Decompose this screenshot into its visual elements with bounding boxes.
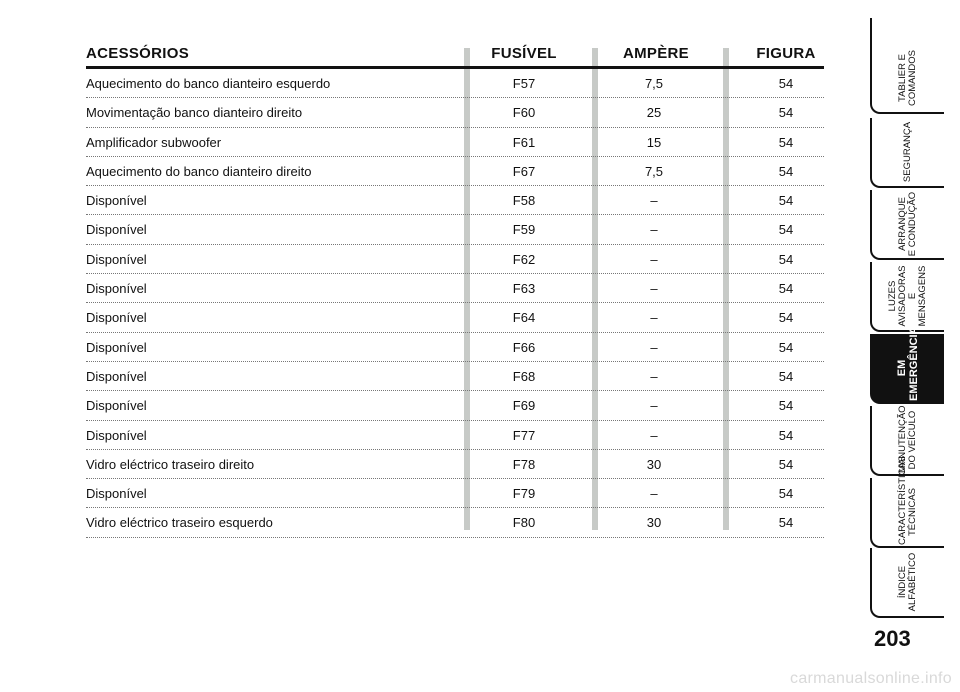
header-fuse: FUSÍVEL [491, 45, 557, 62]
cell-accessory: Disponível [86, 398, 147, 414]
cell-figure: 54 [778, 310, 794, 326]
chapter-tab[interactable] [870, 548, 944, 618]
cell-ampere: 25 [646, 105, 662, 121]
table-row [86, 157, 824, 186]
chapter-tab-label: SEGURANÇA [902, 121, 913, 183]
cell-figure: 54 [778, 281, 794, 297]
cell-fuse: F69 [512, 398, 536, 414]
table-body [86, 69, 824, 538]
chapter-tab-label: EM EMERGÊNCIA [896, 326, 920, 401]
table-row [86, 215, 824, 244]
chapter-tab[interactable] [870, 118, 944, 188]
table-row [86, 69, 824, 98]
table-row [86, 391, 824, 420]
cell-ampere: 15 [646, 134, 662, 150]
table-row [86, 128, 824, 157]
cell-fuse: F68 [512, 368, 536, 384]
cell-ampere: – [650, 281, 658, 297]
cell-fuse: F67 [512, 163, 536, 179]
chapter-tab-label: TABLIER E COMANDOS [897, 50, 918, 106]
cell-fuse: F57 [512, 76, 536, 91]
table-row [86, 479, 824, 508]
table-row [86, 98, 824, 127]
cell-fuse: F61 [512, 134, 536, 150]
cell-figure: 54 [778, 163, 794, 179]
cell-ampere: – [650, 368, 658, 384]
cell-accessory: Aquecimento do banco dianteiro esquerdo [86, 76, 331, 91]
cell-figure: 54 [778, 134, 794, 150]
table-row [86, 274, 824, 303]
cell-accessory: Movimentação banco dianteiro direito [86, 105, 303, 121]
cell-figure: 54 [778, 427, 794, 443]
cell-figure: 54 [778, 105, 794, 121]
cell-figure: 54 [778, 76, 794, 91]
cell-accessory: Vidro eléctrico traseiro direito [86, 456, 255, 472]
header-accessories: ACESSÓRIOS [86, 45, 190, 62]
table-row [86, 450, 824, 479]
cell-fuse: F60 [512, 105, 536, 121]
table-row [86, 186, 824, 215]
page-number: 203 [874, 626, 911, 651]
cell-ampere: – [650, 251, 658, 267]
cell-ampere: 7,5 [644, 76, 664, 91]
cell-ampere: 7,5 [644, 163, 664, 179]
cell-ampere: – [650, 339, 658, 355]
table-header [86, 40, 824, 69]
cell-figure: 54 [778, 486, 794, 502]
cell-accessory: Disponível [86, 368, 147, 384]
chapter-tab[interactable] [870, 455, 944, 548]
cell-fuse: F79 [512, 486, 536, 502]
cell-fuse: F62 [512, 251, 536, 267]
cell-fuse: F77 [512, 427, 536, 443]
cell-figure: 54 [778, 193, 794, 209]
header-ampere: AMPÈRE [623, 45, 689, 62]
cell-accessory: Disponível [86, 310, 147, 326]
table-row [86, 362, 824, 391]
cell-fuse: F66 [512, 339, 536, 355]
cell-accessory: Disponível [86, 339, 147, 355]
cell-ampere: – [650, 193, 658, 209]
table-row [86, 421, 824, 450]
cell-accessory: Disponível [86, 251, 147, 267]
cell-figure: 54 [778, 398, 794, 414]
chapter-tab-label: ÍNDICE ALFABÉTICO [897, 552, 918, 612]
watermark: carmanualsonline.info [790, 670, 952, 687]
cell-ampere: – [650, 427, 658, 443]
cell-figure: 54 [778, 339, 794, 355]
chapter-tab-label: CARACTERÍSTICAS TÉCNICAS [897, 455, 918, 545]
cell-accessory: Vidro eléctrico traseiro esquerdo [86, 515, 273, 531]
cell-accessory: Disponível [86, 486, 147, 502]
chapter-tabs [870, 0, 960, 692]
cell-ampere: 30 [646, 515, 662, 531]
cell-fuse: F64 [512, 310, 536, 326]
cell-accessory: Amplificador subwoofer [86, 134, 222, 150]
chapter-tab[interactable] [870, 190, 944, 260]
chapter-tab-label: ARRANQUE E CONDUÇÃO [897, 191, 918, 257]
header-figure: FIGURA [756, 45, 816, 62]
cell-ampere: – [650, 310, 658, 326]
tab-top-line [870, 18, 872, 44]
cell-figure: 54 [778, 368, 794, 384]
cell-fuse: F78 [512, 456, 536, 472]
cell-figure: 54 [778, 251, 794, 267]
cell-figure: 54 [778, 456, 794, 472]
chapter-tab-label: MANUTENÇÃO DO VEÍCULO [897, 405, 918, 473]
table-row [86, 508, 824, 537]
table-row [86, 245, 824, 274]
cell-ampere: 30 [646, 456, 662, 472]
table-row [86, 303, 824, 332]
table-row [86, 333, 824, 362]
cell-fuse: F63 [512, 281, 536, 297]
chapter-tab[interactable] [870, 326, 944, 404]
cell-ampere: – [650, 222, 658, 238]
cell-figure: 54 [778, 222, 794, 238]
cell-accessory: Disponível [86, 281, 147, 297]
chapter-tab[interactable] [870, 262, 944, 332]
cell-accessory: Disponível [86, 427, 147, 443]
chapter-tab[interactable] [870, 44, 944, 114]
cell-ampere: – [650, 398, 658, 414]
cell-accessory: Aquecimento do banco dianteiro direito [86, 163, 312, 179]
chapter-tab-label: LUZES AVISADORAS E MENSAGENS [887, 265, 928, 327]
cell-fuse: F58 [512, 193, 536, 209]
cell-fuse: F59 [512, 222, 536, 238]
cell-accessory: Disponível [86, 222, 147, 238]
cell-ampere: – [650, 486, 658, 502]
cell-fuse: F80 [512, 515, 536, 531]
fuse-table [86, 40, 824, 538]
cell-accessory: Disponível [86, 193, 147, 209]
cell-figure: 54 [778, 515, 794, 531]
